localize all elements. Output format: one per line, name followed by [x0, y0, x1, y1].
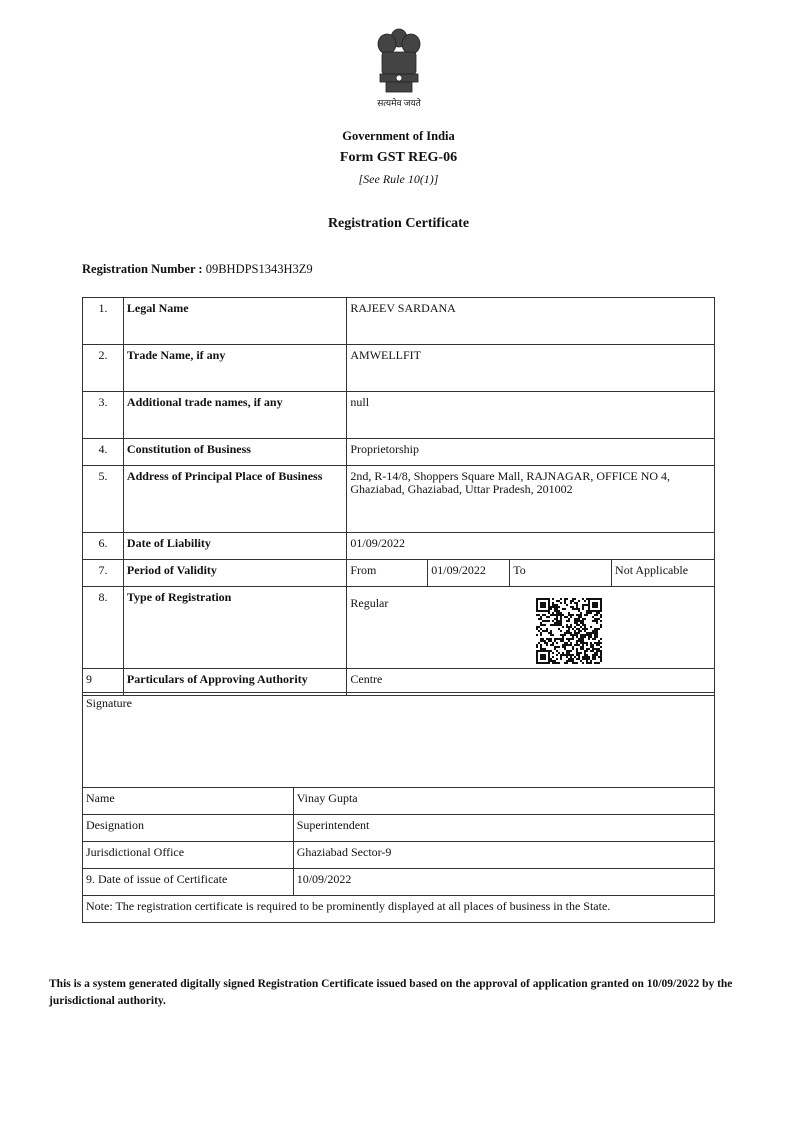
table-row: [83, 896, 715, 923]
registration-number-value: 09BHDPS1343H3Z9: [205, 262, 313, 276]
table-row: [83, 466, 715, 533]
row-label: Date of Liability: [123, 533, 346, 560]
row-label: Legal Name: [123, 298, 346, 345]
signature-table: [82, 692, 715, 923]
office-label: Jurisdictional Office: [83, 842, 294, 869]
registration-number-line: [82, 262, 313, 277]
row-number: 9: [83, 669, 124, 696]
certificate-title: Registration Certificate: [327, 216, 470, 231]
row-number: 3.: [83, 392, 124, 439]
row-number: 8.: [83, 587, 124, 669]
name-value: Vinay Gupta: [293, 788, 714, 815]
rule-reference: [See Rule 10(1)]: [358, 172, 439, 186]
certificate-details-table: [82, 297, 715, 696]
trade-name-value: AMWELLFIT: [347, 345, 715, 392]
approving-authority-value: Centre: [347, 669, 715, 696]
validity-to-label: To: [510, 560, 612, 587]
issue-date-value: 10/09/2022: [293, 869, 714, 896]
date-liability-value: 01/09/2022: [347, 533, 715, 560]
table-row: [83, 439, 715, 466]
row-label: Constitution of Business: [123, 439, 346, 466]
qr-code-icon: [536, 598, 602, 664]
validity-from-value: 01/09/2022: [428, 560, 510, 587]
table-row: [83, 869, 715, 896]
row-number: 1.: [83, 298, 124, 345]
table-row: [83, 392, 715, 439]
table-row: [83, 560, 715, 587]
table-row: [83, 587, 715, 669]
row-number: 4.: [83, 439, 124, 466]
name-label: Name: [83, 788, 294, 815]
table-row: [83, 815, 715, 842]
row-label: Address of Principal Place of Business: [123, 466, 346, 533]
form-heading: Form GST REG-06: [339, 150, 458, 165]
type-registration-value: Regular: [350, 596, 389, 610]
signature-label: Signature: [83, 693, 715, 788]
row-label: Type of Registration: [123, 587, 346, 669]
office-value: Ghaziabad Sector-9: [293, 842, 714, 869]
system-generated-footer: This is a system generated digitally signed Registration Certificate issued based on the approval of application granted on 10/09/2022 by the jurisdictional authority.: [49, 978, 733, 1007]
designation-label: Designation: [83, 815, 294, 842]
constitution-value: Proprietorship: [347, 439, 715, 466]
row-label: Period of Validity: [123, 560, 346, 587]
table-row: [83, 788, 715, 815]
table-row: [83, 345, 715, 392]
table-row: [83, 533, 715, 560]
issue-date-label: 9. Date of issue of Certificate: [83, 869, 294, 896]
row-number: 7.: [83, 560, 124, 587]
row-label: Particulars of Approving Authority: [123, 669, 346, 696]
row-number: 6.: [83, 533, 124, 560]
type-registration-cell: [347, 587, 715, 669]
row-label: Trade Name, if any: [123, 345, 346, 392]
row-number: 5.: [83, 466, 124, 533]
table-row: [83, 693, 715, 788]
validity-from-label: From: [347, 560, 428, 587]
table-row: [83, 842, 715, 869]
address-value: 2nd, R-14/8, Shoppers Square Mall, RAJNAGAR, OFFICE NO 4, Ghaziabad, Ghaziabad, Uttar Pradesh, 201002: [347, 466, 715, 533]
display-note: Note: The registration certificate is required to be prominently displayed at all places of business in the State.: [83, 896, 715, 923]
emblem-motto: सत्यमेव जयते: [377, 98, 421, 108]
government-heading: Government of India: [342, 129, 455, 143]
additional-trade-value: null: [347, 392, 715, 439]
validity-to-value: Not Applicable: [612, 560, 715, 587]
row-label: Additional trade names, if any: [123, 392, 346, 439]
registration-number-label: Registration Number :: [82, 262, 203, 276]
designation-value: Superintendent: [293, 815, 714, 842]
legal-name-value: RAJEEV SARDANA: [347, 298, 715, 345]
row-number: 2.: [83, 345, 124, 392]
table-row: [83, 298, 715, 345]
